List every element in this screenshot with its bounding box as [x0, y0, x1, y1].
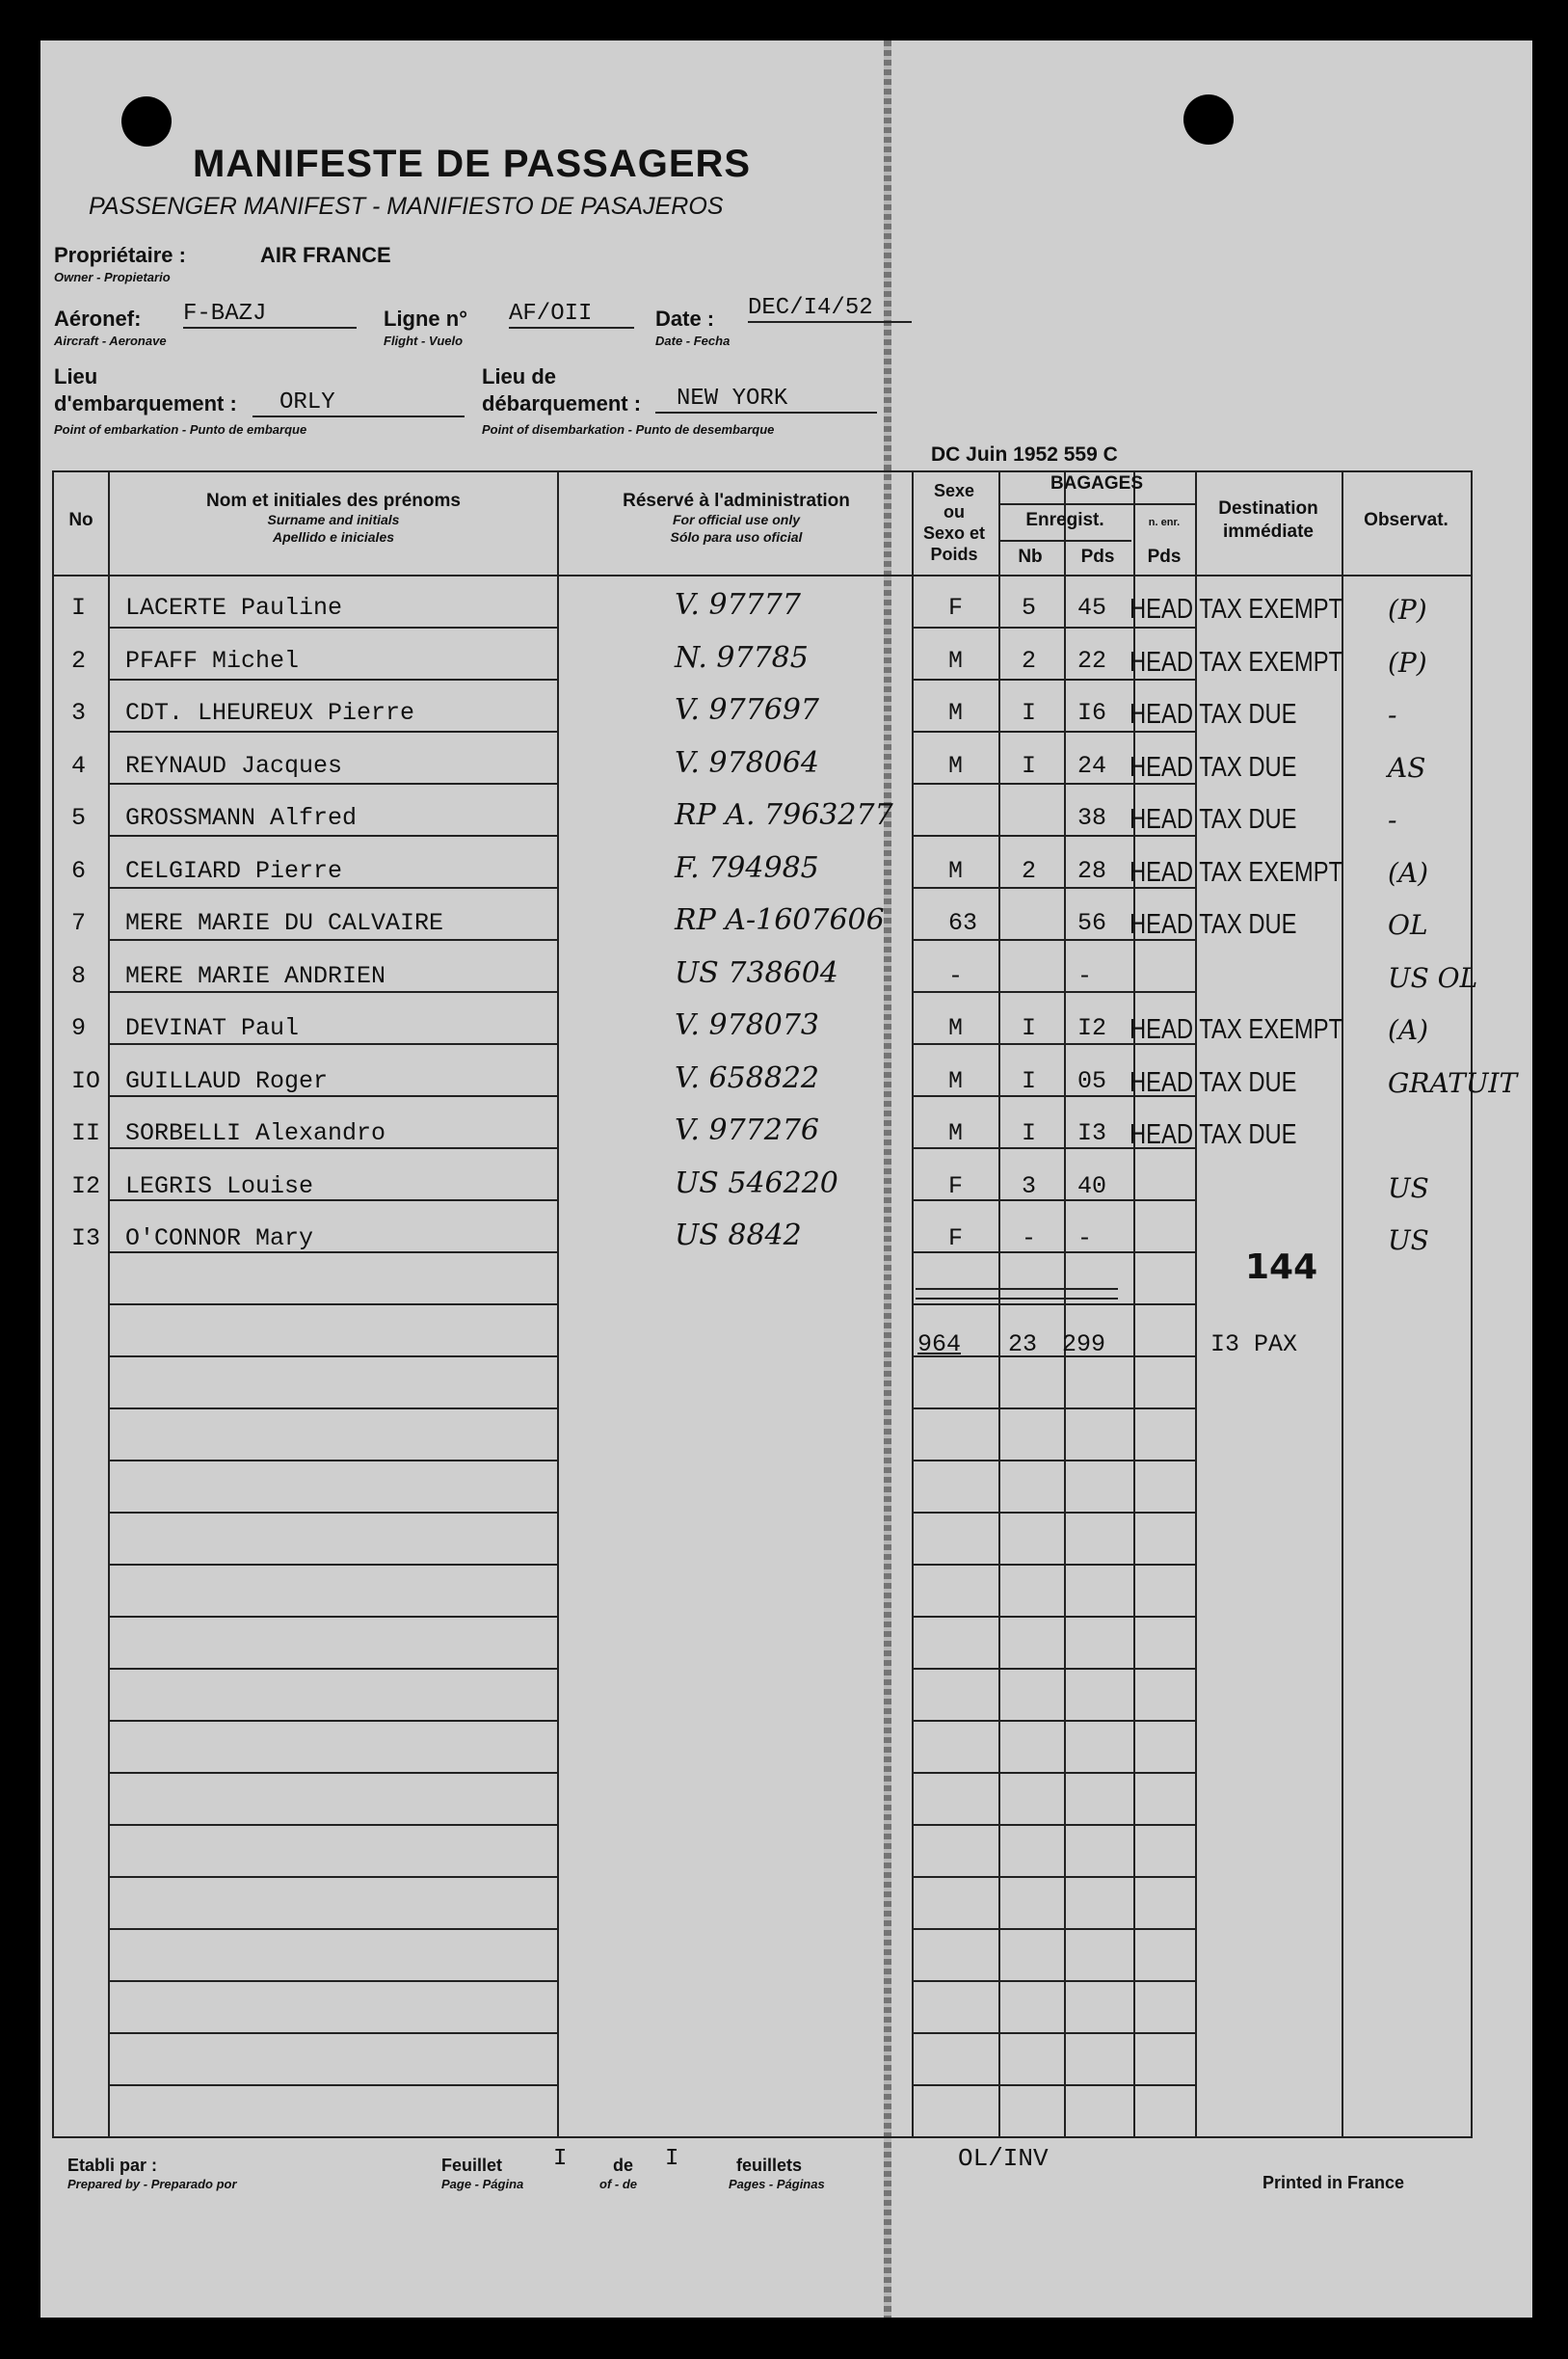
passenger-sex: F — [948, 1172, 964, 1200]
row-rule — [108, 731, 557, 733]
passenger-sex: F — [948, 1224, 964, 1252]
observation: US OL — [1388, 962, 1478, 994]
printed-in: Printed in France — [1262, 2173, 1405, 2192]
row-rule — [108, 1095, 557, 1097]
footer-code: OL/INV — [958, 2144, 1049, 2173]
observation: (A) — [1388, 1014, 1429, 1046]
row-rule-right — [912, 1564, 1195, 1566]
row-rule — [108, 1720, 557, 1722]
observation: US — [1388, 1224, 1429, 1256]
row-rule — [108, 1772, 557, 1774]
bag-weight: 05 — [1077, 1067, 1107, 1095]
official-reference: RP A. 7963277 — [675, 798, 893, 832]
of-sub: of - de — [599, 2177, 637, 2191]
col-sex-3: Sexo et — [922, 523, 986, 543]
official-reference: V. 977697 — [675, 693, 820, 727]
row-rule — [108, 991, 557, 993]
flight-sub: Flight - Vuelo — [384, 334, 464, 348]
punch-hole-right — [1183, 94, 1234, 145]
row-rule-right — [912, 1772, 1195, 1774]
destination-stamp: HEAD TAX DUE — [1129, 909, 1297, 940]
total-rule — [916, 1298, 1118, 1300]
destination-stamp: HEAD TAX EXEMPT — [1129, 857, 1343, 888]
col-name-en: Surname and initials — [267, 512, 400, 527]
col-sex-4: Poids — [930, 545, 978, 564]
bag-count: 2 — [1022, 647, 1037, 675]
sheet-sub: Page - Página — [441, 2177, 524, 2191]
column-line — [52, 470, 54, 2136]
col-bagages: BAGAGES — [1050, 473, 1144, 494]
official-reference: V. 977276 — [675, 1113, 820, 1147]
row-rule — [108, 1876, 557, 1878]
bag-weight: 38 — [1077, 804, 1107, 832]
sheets-sub: Pages - Páginas — [729, 2177, 825, 2191]
passenger-name: CDT. LHEUREUX Pierre — [125, 699, 415, 727]
observation: AS — [1388, 752, 1426, 784]
prepared-sub: Prepared by - Preparado por — [67, 2177, 237, 2191]
official-reference: V. 978073 — [675, 1008, 820, 1042]
row-rule-right — [912, 627, 1195, 629]
bag-weight: I6 — [1077, 699, 1107, 727]
passenger-name: MERE MARIE ANDRIEN — [125, 962, 386, 990]
official-reference: US 546220 — [675, 1166, 838, 1200]
total-pax: I3 PAX — [1210, 1330, 1298, 1358]
passenger-name: PFAFF Michel — [125, 647, 300, 675]
form-code: DC Juin 1952 559 C — [931, 443, 1118, 466]
row-rule-right — [912, 1512, 1195, 1514]
passenger-sex: - — [948, 962, 964, 990]
destination-stamp: HEAD TAX DUE — [1129, 804, 1297, 835]
col-admin-es: Sólo para uso oficial — [670, 529, 803, 545]
col-dest-1: Destination — [1218, 498, 1318, 519]
of-value: I — [665, 2146, 679, 2172]
total-pds: 299 — [1062, 1330, 1106, 1358]
passenger-name: O'CONNOR Mary — [125, 1224, 314, 1252]
aircraft-value: F-BAZJ — [183, 301, 357, 329]
page-subtitle: PASSENGER MANIFEST - MANIFIESTO DE PASAJEROS — [89, 193, 724, 220]
passenger-name: SORBELLI Alexandro — [125, 1119, 386, 1147]
observation: (A) — [1388, 857, 1429, 889]
row-rule — [108, 679, 557, 681]
row-number: 2 — [71, 647, 87, 675]
observation: GRATUIT — [1388, 1067, 1518, 1099]
row-rule-right — [912, 991, 1195, 993]
passenger-name: CELGIARD Pierre — [125, 857, 343, 885]
row-rule-right — [912, 1980, 1195, 1982]
disembark-sub: Point of disembarkation - Punto de desembarque — [482, 422, 775, 437]
row-rule — [108, 1928, 557, 1930]
row-rule — [108, 1355, 557, 1357]
destination-stamp: HEAD TAX DUE — [1129, 1119, 1297, 1150]
header-bottom-border — [52, 575, 1473, 576]
flight-label: Ligne n° — [384, 307, 468, 331]
column-line — [557, 470, 559, 2136]
passenger-sex: M — [948, 1119, 964, 1147]
col-sex-2: ou — [943, 502, 965, 522]
of-label: de — [613, 2156, 634, 2175]
official-reference: US 738604 — [675, 956, 838, 990]
owner-sub: Owner - Propietario — [54, 270, 171, 284]
passenger-sex: M — [948, 1014, 964, 1042]
total-bags: 23 — [1008, 1330, 1038, 1358]
row-rule — [108, 1616, 557, 1618]
date-value: DEC/I4/52 — [748, 295, 912, 323]
fold-tear — [884, 40, 891, 2318]
col-ns: n. enr. — [1148, 517, 1181, 528]
destination-stamp: HEAD TAX EXEMPT — [1129, 647, 1343, 678]
passenger-sex: M — [948, 647, 964, 675]
col-dest-2: immédiate — [1223, 522, 1314, 542]
disembark-value: NEW YORK — [655, 386, 877, 414]
col-enregist: Enregist. — [1025, 510, 1104, 530]
row-number: II — [71, 1119, 101, 1147]
column-line — [1471, 470, 1473, 2136]
official-reference: US 8842 — [675, 1219, 802, 1252]
official-reference: F. 794985 — [675, 851, 819, 885]
row-rule — [108, 627, 557, 629]
bag-count: I — [1022, 752, 1037, 780]
destination-stamp: HEAD TAX DUE — [1129, 699, 1297, 730]
page-title: MANIFESTE DE PASSAGERS — [193, 143, 752, 185]
row-rule — [108, 1564, 557, 1566]
row-rule-right — [912, 2084, 1195, 2086]
official-reference: V. 658822 — [675, 1061, 820, 1095]
row-rule — [108, 835, 557, 837]
passenger-name: REYNAUD Jacques — [125, 752, 343, 780]
col-obs: Observat. — [1364, 510, 1448, 530]
row-rule — [108, 939, 557, 941]
table-top-border — [52, 470, 1473, 472]
sheets-label: feuillets — [736, 2156, 803, 2175]
row-rule — [108, 1980, 557, 1982]
bag-count: I — [1022, 699, 1037, 727]
table-bottom-border — [52, 2136, 1473, 2138]
destination-stamp: HEAD TAX EXEMPT — [1129, 594, 1343, 625]
row-number: 4 — [71, 752, 87, 780]
passenger-sex: F — [948, 594, 964, 622]
col-admin: Réservé à l'administration — [623, 491, 850, 511]
col-pds: Pds — [1080, 547, 1115, 567]
total-weight: 964 — [917, 1330, 962, 1358]
row-number: IO — [71, 1067, 101, 1095]
bag-weight: 56 — [1077, 909, 1107, 937]
sheet-value: I — [553, 2146, 568, 2172]
bag-count: 2 — [1022, 857, 1037, 885]
row-number: I — [71, 594, 87, 622]
passenger-sex: M — [948, 699, 964, 727]
embark-label-2: d'embarquement : — [54, 391, 237, 416]
bag-weight: - — [1077, 962, 1093, 990]
embark-value: ORLY — [252, 389, 465, 417]
aircraft-sub: Aircraft - Aeronave — [54, 334, 167, 348]
passenger-sex: M — [948, 752, 964, 780]
owner-value: AIR FRANCE — [260, 243, 391, 267]
row-rule — [108, 1668, 557, 1670]
date-label: Date : — [655, 307, 715, 331]
disembark-label-1: Lieu de — [482, 364, 557, 389]
bag-count: 5 — [1022, 594, 1037, 622]
aircraft-label: Aéronef: — [54, 307, 142, 331]
row-number: 7 — [71, 909, 87, 937]
destination-stamp: HEAD TAX DUE — [1129, 1067, 1297, 1098]
row-rule-right — [912, 1668, 1195, 1670]
prepared-label: Etabli par : — [67, 2156, 158, 2175]
handwritten-total: 144 — [1245, 1247, 1318, 1287]
col-name: Nom et initiales des prénoms — [206, 491, 461, 511]
row-rule — [108, 2032, 557, 2034]
bag-weight: I3 — [1077, 1119, 1107, 1147]
bag-weight: 28 — [1077, 857, 1107, 885]
passenger-name: DEVINAT Paul — [125, 1014, 300, 1042]
row-rule — [108, 2084, 557, 2086]
bag-weight: 24 — [1077, 752, 1107, 780]
row-rule-right — [912, 731, 1195, 733]
col-admin-en: For official use only — [673, 512, 800, 527]
passenger-name: MERE MARIE DU CALVAIRE — [125, 909, 444, 937]
row-rule — [108, 1824, 557, 1826]
disembark-label-2: débarquement : — [482, 391, 642, 416]
row-rule-right — [912, 1928, 1195, 1930]
row-rule — [108, 1512, 557, 1514]
bag-weight: 22 — [1077, 647, 1107, 675]
row-rule — [108, 1043, 557, 1045]
row-rule-right — [912, 1876, 1195, 1878]
row-rule-right — [912, 1460, 1195, 1461]
row-number: I3 — [71, 1224, 101, 1252]
total-rule — [916, 1288, 1118, 1290]
row-number: 5 — [71, 804, 87, 832]
bag-count: I — [1022, 1119, 1037, 1147]
bag-weight: - — [1077, 1224, 1093, 1252]
observation: US — [1388, 1172, 1429, 1204]
bag-weight: 40 — [1077, 1172, 1107, 1200]
bag-count: I — [1022, 1067, 1037, 1095]
date-sub: Date - Fecha — [655, 334, 731, 348]
passenger-name: LEGRIS Louise — [125, 1172, 314, 1200]
bag-weight: I2 — [1077, 1014, 1107, 1042]
row-number: 3 — [71, 699, 87, 727]
row-rule — [108, 1460, 557, 1461]
row-rule-right — [912, 679, 1195, 681]
row-number: 6 — [71, 857, 87, 885]
row-rule-right — [912, 1824, 1195, 1826]
destination-stamp: HEAD TAX EXEMPT — [1129, 1014, 1343, 1045]
row-rule — [108, 783, 557, 785]
col-no: No — [68, 510, 93, 530]
row-rule-right — [912, 2032, 1195, 2034]
bagages-divider — [998, 503, 1195, 505]
col-sex-1: Sexe — [933, 481, 975, 500]
bag-count: I — [1022, 1014, 1037, 1042]
row-rule — [108, 1303, 557, 1305]
bag-weight: 45 — [1077, 594, 1107, 622]
row-number: 8 — [71, 962, 87, 990]
punch-hole-left — [121, 96, 172, 147]
observation: - — [1388, 804, 1397, 836]
row-rule-right — [912, 1303, 1195, 1305]
bag-count: - — [1022, 1224, 1037, 1252]
observation: (P) — [1388, 594, 1427, 626]
official-reference: V. 978064 — [675, 746, 820, 780]
col-name-es: Apellido e iniciales — [272, 529, 395, 545]
row-rule — [108, 1147, 557, 1149]
observation: OL — [1388, 909, 1428, 941]
row-number: I2 — [71, 1172, 101, 1200]
passenger-name: GUILLAUD Roger — [125, 1067, 329, 1095]
row-rule — [108, 1407, 557, 1409]
passenger-sex: 63 — [948, 909, 978, 937]
col-pds2: Pds — [1147, 547, 1182, 567]
official-reference: V. 97777 — [675, 588, 801, 622]
bag-count: 3 — [1022, 1172, 1037, 1200]
row-rule-right — [912, 1407, 1195, 1409]
embark-sub: Point of embarkation - Punto de embarque — [54, 422, 307, 437]
flight-value: AF/OII — [509, 301, 634, 329]
column-line — [1342, 470, 1343, 2136]
passenger-sex: M — [948, 1067, 964, 1095]
official-reference: N. 97785 — [675, 641, 809, 675]
embark-label-1: Lieu — [54, 364, 98, 389]
row-rule-right — [912, 1720, 1195, 1722]
row-number: 9 — [71, 1014, 87, 1042]
row-rule-right — [912, 1616, 1195, 1618]
destination-stamp: HEAD TAX DUE — [1129, 752, 1297, 783]
owner-label: Propriétaire : — [54, 243, 186, 267]
passenger-name: GROSSMANN Alfred — [125, 804, 358, 832]
observation: - — [1388, 699, 1397, 731]
row-rule — [108, 887, 557, 889]
passenger-name: LACERTE Pauline — [125, 594, 343, 622]
passenger-sex: M — [948, 857, 964, 885]
official-reference: RP A-1607606 — [675, 903, 885, 937]
col-nb: Nb — [1018, 547, 1043, 567]
observation: (P) — [1388, 647, 1427, 679]
sheet-label: Feuillet — [441, 2156, 503, 2175]
